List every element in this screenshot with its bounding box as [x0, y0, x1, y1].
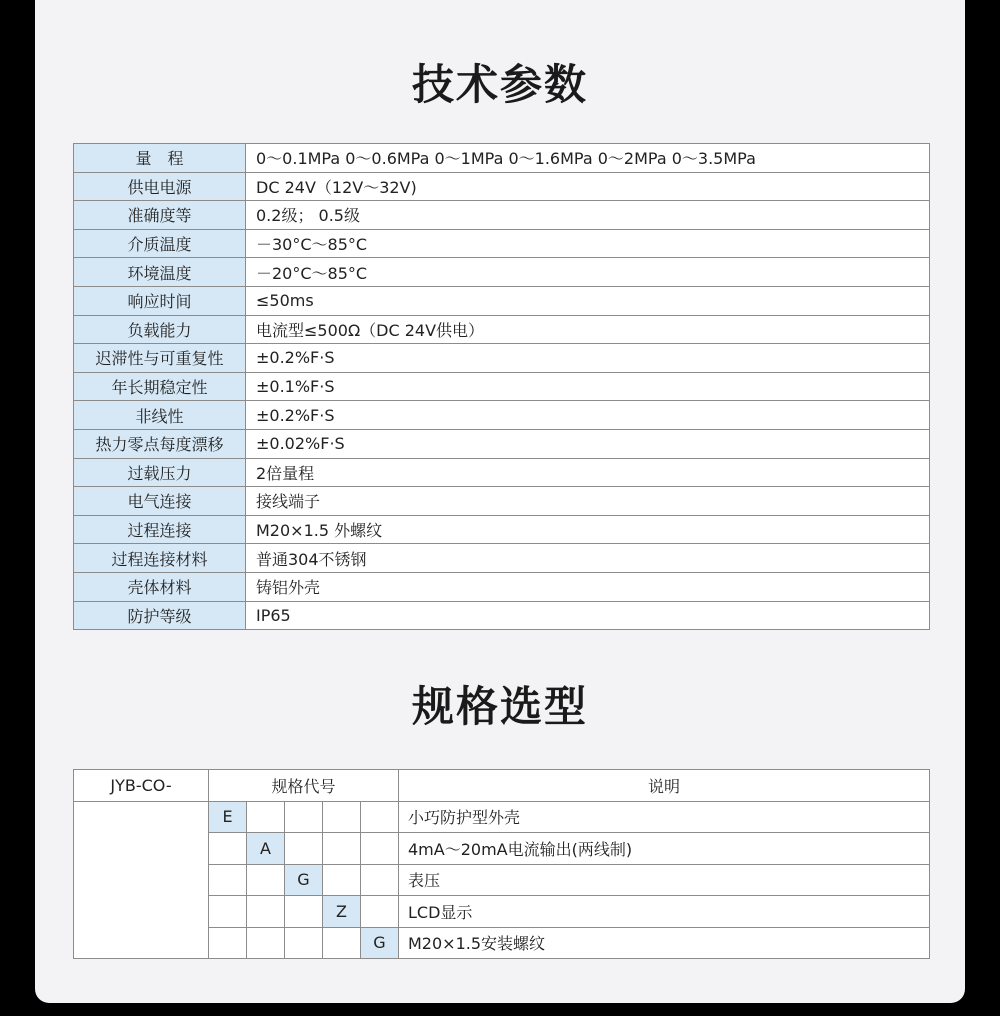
table-row — [74, 572, 930, 601]
param-key: 量 程 — [74, 144, 246, 173]
spec-selection-title: 规格选型 — [411, 682, 588, 731]
empty-cell — [285, 833, 323, 865]
table-row — [74, 172, 930, 201]
table-row — [74, 801, 930, 833]
content-card — [35, 0, 965, 1003]
param-value: ±0.02%F·S — [246, 429, 930, 458]
empty-cell — [247, 801, 285, 833]
empty-cell — [209, 833, 247, 865]
param-value: ±0.1%F·S — [246, 372, 930, 401]
empty-cell — [209, 896, 247, 928]
param-key: 过程连接 — [74, 515, 246, 544]
desc-cell: LCD显示 — [399, 896, 930, 928]
empty-cell — [361, 801, 399, 833]
model-blank-cell — [74, 801, 209, 959]
code-cell: E — [209, 801, 247, 833]
param-key: 防护等级 — [74, 601, 246, 630]
table-row — [74, 344, 930, 373]
table-row — [74, 258, 930, 287]
empty-cell — [247, 896, 285, 928]
empty-cell — [361, 833, 399, 865]
empty-cell — [285, 801, 323, 833]
empty-cell — [323, 833, 361, 865]
empty-cell — [285, 927, 323, 959]
param-key: 介质温度 — [74, 229, 246, 258]
code-header-cell: 规格代号 — [209, 770, 399, 802]
param-value: 铸铝外壳 — [246, 572, 930, 601]
param-value: 电流型≤500Ω（DC 24V供电） — [246, 315, 930, 344]
spec-selection-table — [73, 769, 930, 959]
code-cell: G — [361, 927, 399, 959]
param-key: 非线性 — [74, 401, 246, 430]
empty-cell — [323, 801, 361, 833]
table-row — [74, 401, 930, 430]
param-key: 准确度等 — [74, 201, 246, 230]
empty-cell — [247, 864, 285, 896]
desc-cell: 4mA～20mA电流输出(两线制) — [399, 833, 930, 865]
param-key: 电气连接 — [74, 487, 246, 516]
param-value: 2倍量程 — [246, 458, 930, 487]
code-cell: A — [247, 833, 285, 865]
param-value: ≤50ms — [246, 286, 930, 315]
empty-cell — [323, 864, 361, 896]
param-key: 供电电源 — [74, 172, 246, 201]
tech-params-title: 技术参数 — [411, 60, 588, 109]
empty-cell — [209, 927, 247, 959]
desc-cell: M20×1.5安装螺纹 — [399, 927, 930, 959]
empty-cell — [361, 896, 399, 928]
table-row — [74, 429, 930, 458]
table-row — [74, 315, 930, 344]
param-value: 普通304不锈钢 — [246, 544, 930, 573]
param-value: －30°C～85°C — [246, 229, 930, 258]
param-value: ±0.2%F·S — [246, 344, 930, 373]
param-value: 0.2级； 0.5级 — [246, 201, 930, 230]
param-value: M20×1.5 外螺纹 — [246, 515, 930, 544]
empty-cell — [247, 927, 285, 959]
desc-cell: 表压 — [399, 864, 930, 896]
param-key: 热力零点每度漂移 — [74, 429, 246, 458]
empty-cell — [285, 896, 323, 928]
empty-cell — [209, 864, 247, 896]
table-row — [74, 458, 930, 487]
desc-header-cell: 说明 — [399, 770, 930, 802]
code-cell: G — [285, 864, 323, 896]
model-prefix-cell: JYB-CO- — [74, 770, 209, 802]
param-key: 壳体材料 — [74, 572, 246, 601]
table-row — [74, 487, 930, 516]
param-key: 环境温度 — [74, 258, 246, 287]
tech-params-table — [73, 143, 930, 630]
param-key: 年长期稳定性 — [74, 372, 246, 401]
param-key: 过载压力 — [74, 458, 246, 487]
table-row — [74, 601, 930, 630]
table-header-row — [74, 770, 930, 802]
param-value: DC 24V（12V～32V) — [246, 172, 930, 201]
desc-cell: 小巧防护型外壳 — [399, 801, 930, 833]
empty-cell — [323, 927, 361, 959]
param-key: 响应时间 — [74, 286, 246, 315]
table-row — [74, 544, 930, 573]
code-cell: Z — [323, 896, 361, 928]
table-row — [74, 144, 930, 173]
param-key: 负载能力 — [74, 315, 246, 344]
param-value: ±0.2%F·S — [246, 401, 930, 430]
param-value: 0～0.1MPa 0～0.6MPa 0～1MPa 0～1.6MPa 0～2MPa 0～3.5MPa — [246, 144, 930, 173]
empty-cell — [361, 864, 399, 896]
param-key: 迟滞性与可重复性 — [74, 344, 246, 373]
table-row — [74, 229, 930, 258]
param-value: IP65 — [246, 601, 930, 630]
table-row — [74, 201, 930, 230]
table-row — [74, 372, 930, 401]
table-row — [74, 515, 930, 544]
param-value: －20°C～85°C — [246, 258, 930, 287]
param-value: 接线端子 — [246, 487, 930, 516]
param-key: 过程连接材料 — [74, 544, 246, 573]
table-row — [74, 286, 930, 315]
